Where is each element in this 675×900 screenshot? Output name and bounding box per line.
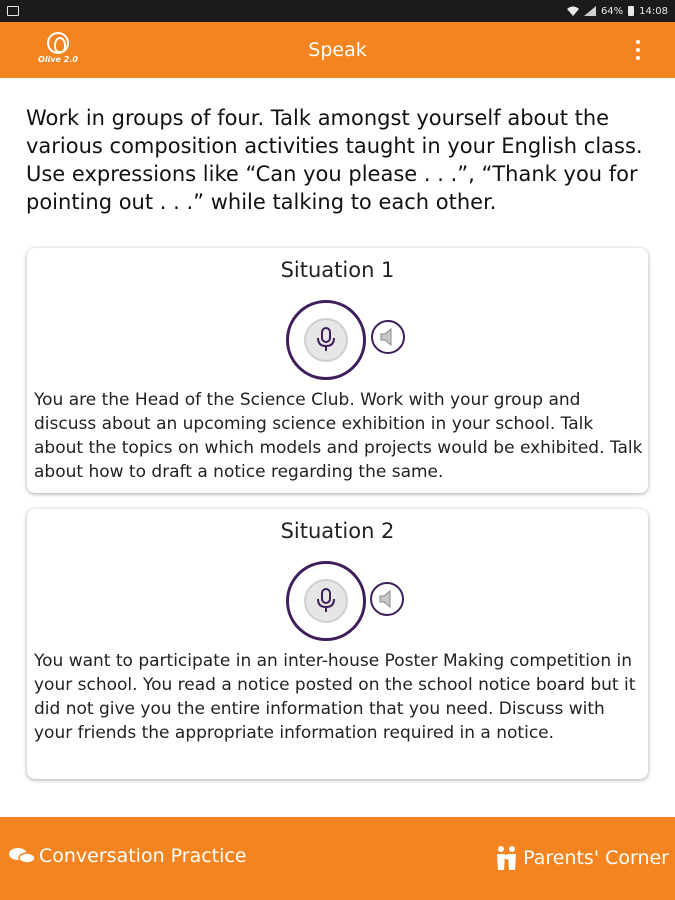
- family-icon: [495, 845, 519, 871]
- parents-corner-button[interactable]: [495, 845, 669, 871]
- page-title: Speak: [308, 39, 367, 61]
- instructions-text: Work in groups of four. Talk amongst yourself about the various composition activities taught in your English class. Use expressions like “Can you please . . .”, “Thank you for pointing out . . .” while talking to each other.: [26, 106, 643, 214]
- situation-card-1: [27, 248, 648, 493]
- conversation-practice-label: Conversation Practice: [39, 845, 247, 867]
- olive-logo-icon: [47, 32, 69, 54]
- speaker-icon: [378, 590, 396, 608]
- app-logo[interactable]: [30, 32, 86, 68]
- conversation-practice-button[interactable]: [8, 845, 247, 867]
- signal-icon: [584, 6, 596, 16]
- record-button[interactable]: [286, 561, 366, 641]
- battery-percent: 64%: [600, 5, 624, 17]
- wifi-icon: [567, 6, 579, 16]
- logo-text: Olive 2.0: [38, 55, 78, 64]
- status-right: [567, 6, 668, 17]
- play-audio-button[interactable]: [371, 320, 405, 354]
- status-bar: [0, 0, 675, 22]
- situation-text: You are the Head of the Science Club. Work with your group and discuss about an upcoming science exhibition in your school. Talk about the topics on which models and projects would be exhibited. Talk about how to draft a notice regarding the same.: [34, 390, 643, 482]
- battery-icon: [628, 6, 634, 16]
- app-bar: [0, 22, 675, 78]
- record-button[interactable]: [286, 300, 366, 380]
- bottom-bar: [0, 817, 675, 900]
- play-audio-button[interactable]: [370, 582, 404, 616]
- situation-title: Situation 2: [280, 519, 395, 543]
- clock: 14:08: [639, 5, 668, 17]
- parents-corner-label: Parents' Corner: [523, 847, 669, 869]
- speaker-icon: [379, 328, 397, 346]
- situation-card-2: [27, 509, 648, 779]
- microphone-icon: [304, 579, 348, 623]
- more-vert-icon[interactable]: [635, 40, 641, 60]
- chat-bubbles-icon: [8, 846, 36, 866]
- microphone-icon: [304, 318, 348, 362]
- situation-text: You want to participate in an inter-house Poster Making competition in your school. You read a notice posted on the school notice board but it did not give you the entire information that you need. Discuss with your friends the appropriate information required in a notice.: [34, 651, 636, 743]
- situation-title: Situation 1: [280, 258, 395, 282]
- image-notification-icon: [7, 6, 19, 16]
